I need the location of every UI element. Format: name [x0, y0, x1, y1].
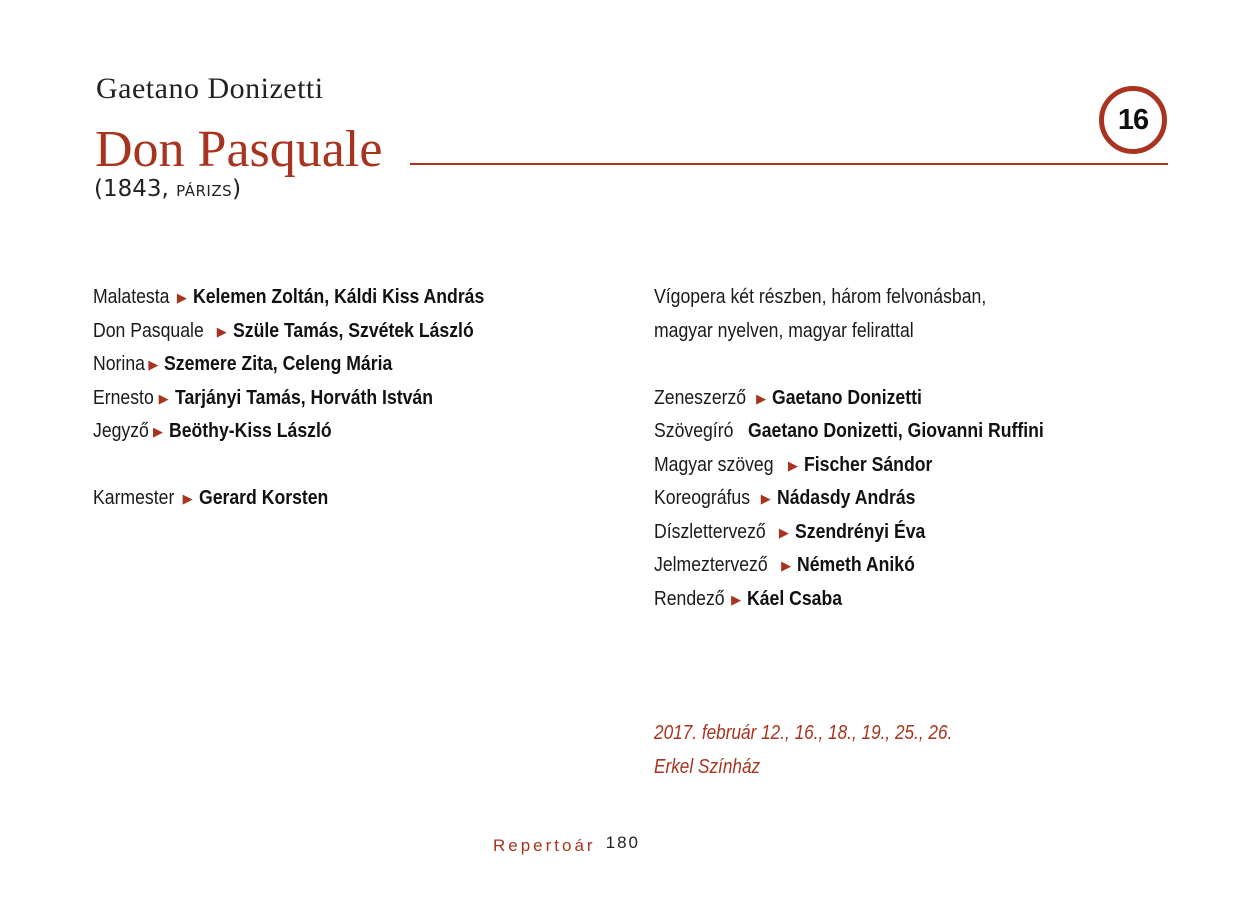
- premiere-info: (1843, PÁRIZS): [94, 176, 242, 202]
- cast-row: [93, 414, 532, 448]
- arrow-icon: ▶: [778, 524, 789, 540]
- arrow-icon: ▶: [158, 390, 169, 406]
- arrow-icon: ▶: [182, 491, 193, 506]
- spacer: [654, 347, 1092, 381]
- role-label: Jegyző: [93, 419, 149, 442]
- page-title: Don Pasquale: [95, 121, 383, 178]
- arrow-icon: ▶: [176, 290, 187, 305]
- performer-names: Kelemen Zoltán, Káldi Kiss András: [192, 285, 485, 308]
- cast-row: [93, 381, 532, 415]
- credit-label: Zeneszerző: [654, 385, 747, 409]
- cast-row: [93, 314, 532, 348]
- conductor-name: Gerard Korsten: [198, 486, 328, 509]
- credit-label: Magyar szöveg: [654, 452, 774, 476]
- credits-column: [654, 280, 1092, 615]
- performer-names: Tarjányi Tamás, Horváth István: [174, 385, 433, 409]
- credit-name: Németh Anikó: [797, 553, 916, 576]
- performance-venue: Erkel Színház: [654, 756, 761, 778]
- conductor-row: [93, 481, 532, 515]
- role-label: Norina: [93, 352, 145, 375]
- credit-label: Rendező: [654, 586, 725, 610]
- credit-name: Gaetano Donizetti, Giovanni Ruffini: [748, 419, 1045, 442]
- credit-row: [654, 381, 1092, 415]
- page-footer: [493, 833, 640, 856]
- spacer: [93, 448, 532, 482]
- arrow-icon: ▶: [788, 457, 799, 473]
- arrow-icon: ▶: [216, 323, 227, 339]
- cast-column: [93, 280, 532, 515]
- composer-name: Gaetano Donizetti: [96, 72, 324, 105]
- arrow-icon: ▶: [756, 390, 767, 406]
- credit-label: Díszlettervező: [654, 519, 766, 543]
- arrow-icon: ▶: [152, 424, 163, 439]
- credit-row: [654, 582, 1092, 616]
- arrow-icon: ▶: [731, 591, 742, 607]
- cast-row: [93, 280, 532, 314]
- footer-section: Repertoár: [493, 836, 596, 855]
- performance-info: [654, 716, 1001, 784]
- credit-name: Nádasdy András: [776, 486, 916, 509]
- arrow-icon: ▶: [781, 558, 792, 573]
- premiere-year: 1843,: [102, 176, 169, 202]
- role-label: Don Pasquale: [93, 318, 204, 342]
- performer-names: Szüle Tamás, Szvétek László: [232, 318, 474, 342]
- role-label: Malatesta: [93, 285, 170, 308]
- description-line: magyar nyelven, magyar felirattal: [654, 318, 914, 342]
- role-label: Karmester: [93, 486, 175, 509]
- cast-row: [93, 347, 532, 381]
- performer-names: Szemere Zita, Celeng Mária: [164, 352, 393, 375]
- role-label: Ernesto: [93, 385, 154, 409]
- arrow-icon: ▶: [760, 491, 771, 506]
- credit-row: [654, 414, 1092, 448]
- description-line: Vígopera két részben, három felvonásban,: [654, 285, 987, 308]
- arrow-icon: ▶: [148, 357, 159, 372]
- credit-name: Gaetano Donizetti: [772, 385, 922, 409]
- production-number-badge: 16: [1099, 86, 1167, 154]
- performer-names: Beöthy-Kiss László: [168, 419, 332, 442]
- premiere-city: PÁRIZS: [176, 182, 233, 200]
- credit-name: Káel Csaba: [747, 586, 843, 610]
- credit-label: Koreográfus: [654, 486, 751, 509]
- credit-label: Szövegíró: [654, 419, 734, 442]
- credit-name: Szendrényi Éva: [794, 519, 926, 543]
- credit-label: Jelmeztervező: [654, 553, 768, 576]
- credit-row: [654, 548, 1092, 582]
- credit-row: [654, 448, 1092, 482]
- credit-row: [654, 515, 1092, 549]
- page-number: 180: [605, 833, 640, 852]
- title-rule: [410, 163, 1168, 165]
- performance-dates: 2017. február 12., 16., 18., 19., 25., 26.: [654, 722, 953, 744]
- credit-row: [654, 481, 1092, 515]
- credit-name: Fischer Sándor: [804, 452, 933, 476]
